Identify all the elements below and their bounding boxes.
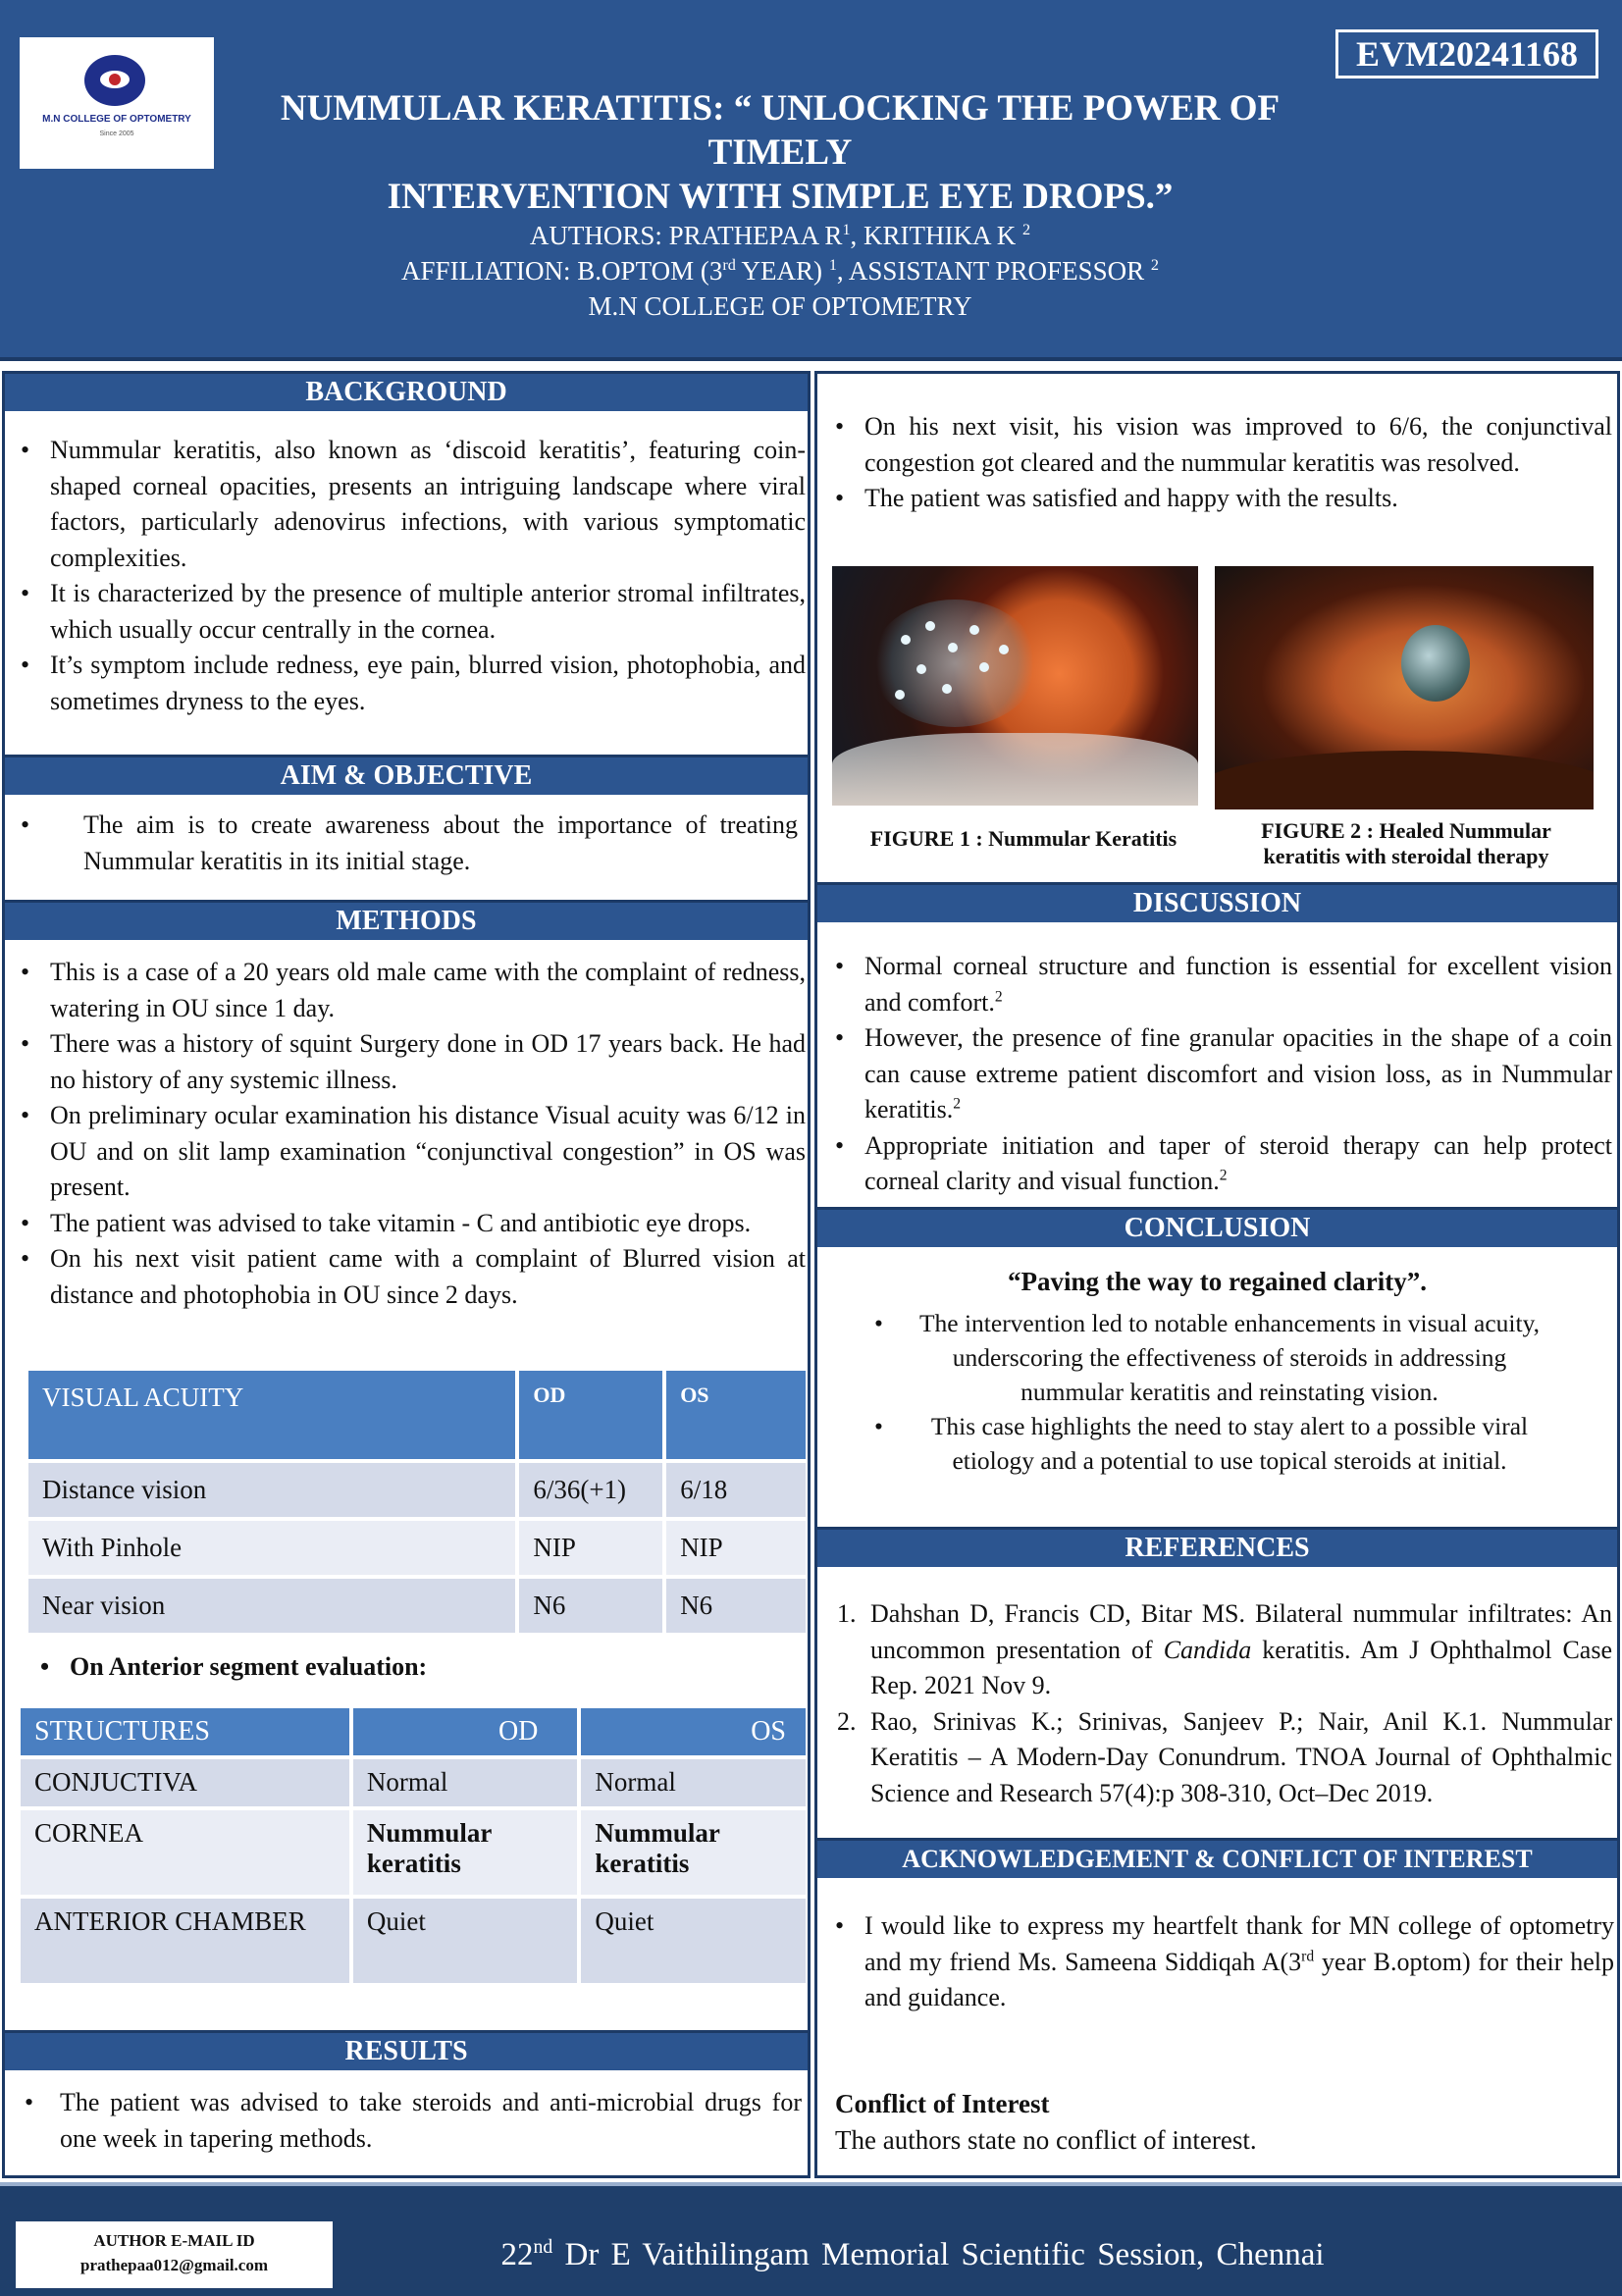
table-cell: Quiet: [353, 1899, 578, 1983]
table-header-cell: STRUCTURES: [21, 1708, 349, 1755]
list-item: • The intervention led to notable enhancements in visual acuity, underscoring the effectiveness of steroids in addressing nummular keratitis and reinstating vision.: [866, 1306, 1553, 1409]
poster-header: [0, 0, 1622, 361]
table-cell: ANTERIOR CHAMBER: [21, 1899, 349, 1983]
references-list: [827, 1596, 1612, 1811]
aim-list: [13, 808, 798, 879]
affiliation-line: [226, 253, 1334, 288]
email-address: prathepaa012@gmail.com: [80, 2256, 268, 2274]
table-cell: Distance vision: [28, 1463, 515, 1517]
table-header-row: [21, 1708, 806, 1755]
session-sup: nd: [533, 2236, 553, 2258]
title-line-2: INTERVENTION WITH SIMPLE EYE DROPS.”: [387, 177, 1174, 217]
figure-2-caption: [1210, 818, 1602, 869]
session-text: Dr E Vaithilingam Memorial Scientific Session, Chennai: [552, 2237, 1325, 2272]
authors-text: AUTHORS: PRATHEPAA R: [529, 221, 843, 250]
list-item: • It’s symptom include redness, eye pain, blurred vision, photophobia, and sometimes dryness to the eyes.: [13, 648, 806, 719]
eye-seal-icon: [84, 55, 145, 106]
discussion-list: [827, 949, 1612, 1200]
table-cell: N6: [666, 1579, 806, 1633]
aim-heading: AIM & OBJECTIVE: [5, 757, 808, 795]
methods-heading: METHODS: [5, 903, 808, 940]
session-text: 22: [500, 2237, 534, 2272]
authors-text: , KRITHIKA K: [850, 221, 1023, 250]
college-logo: [20, 37, 214, 169]
discussion-text: Normal corneal structure and function is essential for excellent vision and comfort.: [864, 952, 1612, 1017]
figure-1-caption: FIGURE 1 : Nummular Keratitis: [869, 826, 1177, 851]
affiliation-text: AFFILIATION: B.OPTOM (3: [401, 256, 723, 286]
list-item: • The aim is to create awareness about the importance of treating Nummular keratitis in its initial stage.: [13, 808, 798, 879]
table-cell: NIP: [666, 1521, 806, 1575]
list-item: [827, 949, 1612, 1020]
discussion-text: However, the presence of fine granular opacities in the shape of a coin can cause extreme patient discomfort and vision loss, as in Nummular keratitis.: [864, 1023, 1612, 1123]
citation-sup: 2: [953, 1095, 962, 1113]
table-row: [21, 1759, 806, 1806]
authors-sup: 2: [1022, 221, 1031, 238]
table-row: [21, 1899, 806, 1983]
table-header-cell: OS: [666, 1371, 806, 1459]
affiliation-sup: 1: [828, 256, 837, 274]
figure-1-image: [832, 566, 1198, 806]
list-item: [827, 1128, 1612, 1200]
results-list: [17, 2085, 802, 2157]
author-email-box: [16, 2221, 333, 2288]
list-item: • The patient was advised to take vitamin - C and antibiotic eye drops.: [13, 1206, 806, 1242]
results-heading: RESULTS: [5, 2033, 808, 2070]
table-cell: Quiet: [581, 1899, 806, 1983]
poster-footer: [0, 2182, 1622, 2296]
reference-item: 1. Dahshan D, Francis CD, Bitar MS. Bilateral nummular infiltrates: An uncommon presentation of Candida keratitis. Am J Ophthalmol Case Rep. 2021 Nov 9.: [837, 1599, 1612, 1699]
poster-code: EVM20241168: [1335, 29, 1598, 78]
background-list: [13, 433, 806, 719]
table-header-cell: OD: [519, 1371, 662, 1459]
affiliation-sup: rd: [722, 256, 736, 274]
right-column: [814, 371, 1620, 2178]
acknowledgement-sup: rd: [1301, 1947, 1315, 1964]
discussion-text: Appropriate initiation and taper of steroid therapy can help protect corneal clarity and visual function.: [864, 1130, 1612, 1195]
acknowledgement-text: I would like to express my heartfelt thank for MN college of optometry and my friend Ms. Sameena Siddiqah A(3: [864, 1911, 1614, 1976]
anterior-segment-label-list: [32, 1649, 798, 1686]
citation-sup: 2: [1219, 1167, 1228, 1184]
acknowledgement-list: [827, 1908, 1614, 2016]
figure-2-caption-line: FIGURE 2 : Healed Nummular: [1261, 818, 1551, 843]
reference-text: Rao, Srinivas K.; Srinivas, Sanjeev P.; Nair, Anil K.1. Nummular Keratitis – A Modern-Day Conundrum. TNOA Journal of Ophthalmic Science and Research 57(4):p 308-310, Oct–Dec 2019.: [870, 1706, 1612, 1807]
table-row: [28, 1521, 806, 1575]
list-item: • Nummular keratitis, also known as ‘discoid keratitis’, featuring coin-shaped corneal opacities, presents an intriguing landscape where viral factors, particularly adenovirus infections, with various symptomatic complexities.: [13, 433, 806, 576]
table-header-row: [28, 1371, 806, 1459]
methods-list: [13, 955, 806, 1313]
table-cell: N6: [519, 1579, 662, 1633]
list-item: [827, 1908, 1614, 2016]
list-item: • On preliminary ocular examination his distance Visual acuity was 6/12 in OU and on slit lamp examination “conjunctival congestion” in OS was present.: [13, 1098, 806, 1206]
background-heading: BACKGROUND: [5, 374, 808, 411]
acknowledgement-text: year B.optom) for their help and guidance.: [864, 1947, 1614, 2011]
table-row: [28, 1463, 806, 1517]
authors-line: [226, 218, 1334, 253]
citation-sup: 2: [994, 987, 1003, 1005]
affiliation-sup: 2: [1150, 256, 1159, 274]
list-item: [827, 1020, 1612, 1128]
acknowledgement-heading: ACKNOWLEDGEMENT & CONFLICT OF INTEREST: [817, 1841, 1617, 1878]
figure-2-caption-line: keratitis with steroidal therapy: [1263, 844, 1549, 868]
college-line: M.N COLLEGE OF OPTOMETRY: [588, 291, 972, 321]
table-cell: NIP: [519, 1521, 662, 1575]
list-item: • On his next visit, his vision was improved to 6/6, the conjunctival congestion got cleared and the nummular keratitis was resolved.: [827, 409, 1612, 481]
affiliation-text: YEAR): [735, 256, 829, 286]
anterior-segment-label: • On Anterior segment evaluation:: [32, 1649, 798, 1686]
table-header-cell: OS: [581, 1708, 806, 1755]
table-cell: Normal: [353, 1759, 578, 1806]
affiliation-text: , ASSISTANT PROFESSOR: [836, 256, 1151, 286]
table-header-cell: OD: [353, 1708, 578, 1755]
discussion-heading: DISCUSSION: [817, 885, 1617, 922]
table-cell: Near vision: [28, 1579, 515, 1633]
conclusion-list: [866, 1306, 1553, 1478]
conclusion-heading: CONCLUSION: [817, 1210, 1617, 1247]
table-cell: 6/36(+1): [519, 1463, 662, 1517]
session-title: [471, 2237, 1354, 2273]
figure-2-image: [1215, 566, 1594, 809]
list-item: • On his next visit patient came with a complaint of Blurred vision at distance and photophobia in OU since 2 days.: [13, 1241, 806, 1313]
logo-since: Since 2005: [99, 130, 134, 137]
table-cell: Normal: [581, 1759, 806, 1806]
list-item: • There was a history of squint Surgery done in OD 17 years back. He had no history of any systemic illness.: [13, 1026, 806, 1098]
anterior-segment-table: [17, 1704, 810, 1987]
reference-text: Dahshan D, Francis CD, Bitar MS. Bilateral nummular infiltrates: An uncommon presentation of: [870, 1599, 1612, 1664]
table-cell: 6/18: [666, 1463, 806, 1517]
list-item: • This case highlights the need to stay alert to a possible viral etiology and a potential to use topical steroids at initial.: [866, 1409, 1553, 1478]
authors-sup: 1: [842, 221, 851, 238]
table-cell: Nummular keratitis: [353, 1810, 578, 1895]
list-item: • The patient was satisfied and happy with the results.: [827, 481, 1612, 517]
list-item: • It is characterized by the presence of multiple anterior stromal infiltrates, which usually occur centrally in the cornea.: [13, 576, 806, 648]
left-column: [2, 371, 811, 2178]
visual-acuity-table: [25, 1367, 810, 1637]
table-cell: CONJUCTIVA: [21, 1759, 349, 1806]
logo-college-name: M.N COLLEGE OF OPTOMETRY: [42, 114, 191, 125]
conflict-text: The authors state no conflict of interest.: [835, 2125, 1257, 2155]
authors-block: [226, 218, 1334, 324]
reference-text: keratitis. Am J Ophthalmol Case Rep. 2021 Nov 9.: [870, 1635, 1612, 1699]
list-item: • The patient was advised to take steroids and anti-microbial drugs for one week in tapering methods.: [17, 2085, 802, 2157]
conclusion-quote: “Paving the way to regained clarity”.: [1008, 1267, 1427, 1296]
table-row: [28, 1579, 806, 1633]
poster-title: [226, 86, 1334, 219]
table-cell: CORNEA: [21, 1810, 349, 1895]
references-heading: REFERENCES: [817, 1530, 1617, 1567]
conflict-heading: Conflict of Interest: [835, 2089, 1050, 2118]
reference-italic: Candida: [1163, 1635, 1252, 1664]
table-row: [21, 1810, 806, 1895]
email-label: AUTHOR E-MAIL ID: [93, 2231, 255, 2250]
table-cell: With Pinhole: [28, 1521, 515, 1575]
table-header-cell: VISUAL ACUITY: [28, 1371, 515, 1459]
followup-list: [827, 409, 1612, 517]
title-line-1: NUMMULAR KERATITIS: “ UNLOCKING THE POWER OF TIMELY: [280, 88, 1281, 173]
list-item: • This is a case of a 20 years old male came with the complaint of redness, watering in OU since 1 day.: [13, 955, 806, 1026]
reference-item: 2. Rao, Srinivas K.; Srinivas, Sanjeev P.; Nair, Anil K.1. Nummular Keratitis – A Modern-Day Conundrum. TNOA Journal of Ophthalmic Science and Research 57(4):p 308-310, Oct–Dec 2019.: [837, 1706, 1612, 1807]
table-cell: Nummular keratitis: [581, 1810, 806, 1895]
